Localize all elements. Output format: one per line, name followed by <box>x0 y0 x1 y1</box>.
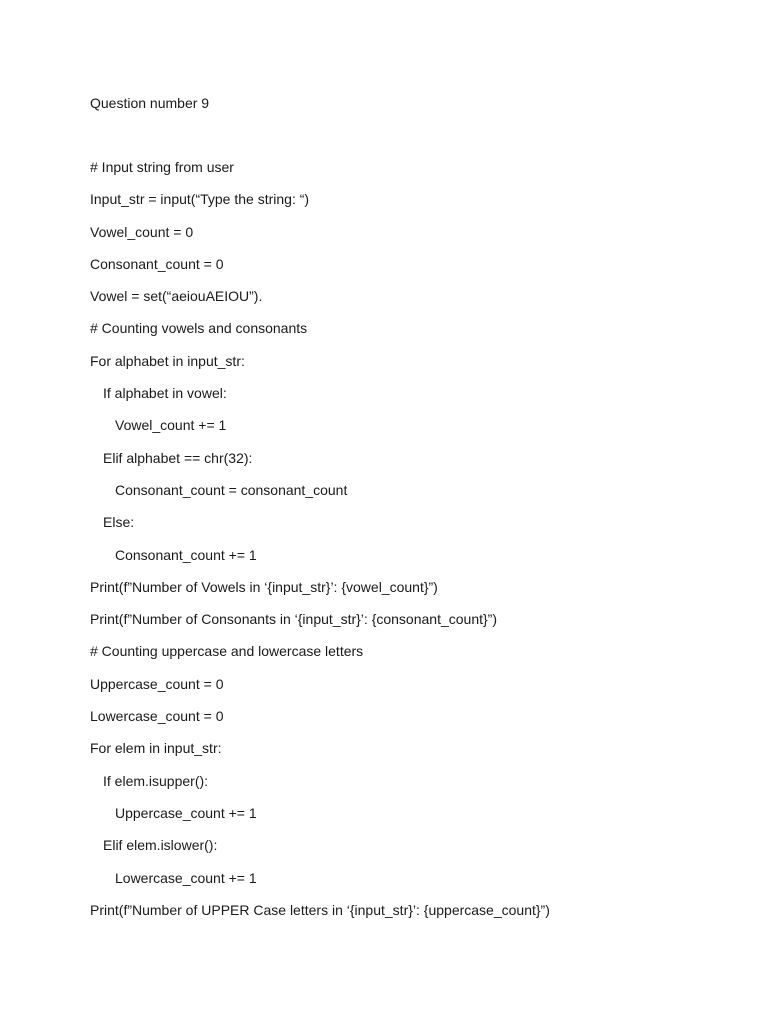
code-line: If alphabet in vowel: <box>103 385 227 402</box>
code-line: Lowercase_count += 1 <box>115 869 257 886</box>
code-line: Vowel_count = 0 <box>90 223 194 240</box>
code-line: Uppercase_count += 1 <box>115 804 257 821</box>
code-line: Print(f”Number of UPPER Case letters in ‘{input_str}’: {uppercase_count}”) <box>90 901 550 918</box>
code-line: # Counting uppercase and lowercase letters <box>90 643 364 660</box>
code-line: Elif elem.islower(): <box>103 837 218 854</box>
code-line: Elif alphabet == chr(32): <box>103 449 253 466</box>
code-line: Vowel = set(“aeiouAEIOU”). <box>90 288 263 305</box>
code-line: # Counting vowels and consonants <box>90 320 308 337</box>
code-line: Consonant_count = consonant_count <box>115 481 348 498</box>
code-line: For elem in input_str: <box>90 740 222 757</box>
code-line: For alphabet in input_str: <box>90 352 245 369</box>
code-line: Print(f”Number of Vowels in ‘{input_str}’: {vowel_count}”) <box>90 578 438 595</box>
code-block <box>90 158 730 933</box>
code-line: Consonant_count = 0 <box>90 255 224 272</box>
question-heading: Question number 9 <box>90 95 210 111</box>
code-line: Input_str = input(“Type the string: “) <box>90 191 310 208</box>
code-line: If elem.isupper(): <box>103 772 209 789</box>
code-line: Lowercase_count = 0 <box>90 708 224 725</box>
code-line: Print(f”Number of Consonants in ‘{input_str}’: {consonant_count}”) <box>90 611 498 628</box>
code-line: # Input string from user <box>90 159 234 175</box>
code-line: Consonant_count += 1 <box>115 546 257 563</box>
code-line: Uppercase_count = 0 <box>90 675 224 692</box>
code-line: Vowel_count += 1 <box>115 417 227 434</box>
code-line: Else: <box>103 514 135 531</box>
